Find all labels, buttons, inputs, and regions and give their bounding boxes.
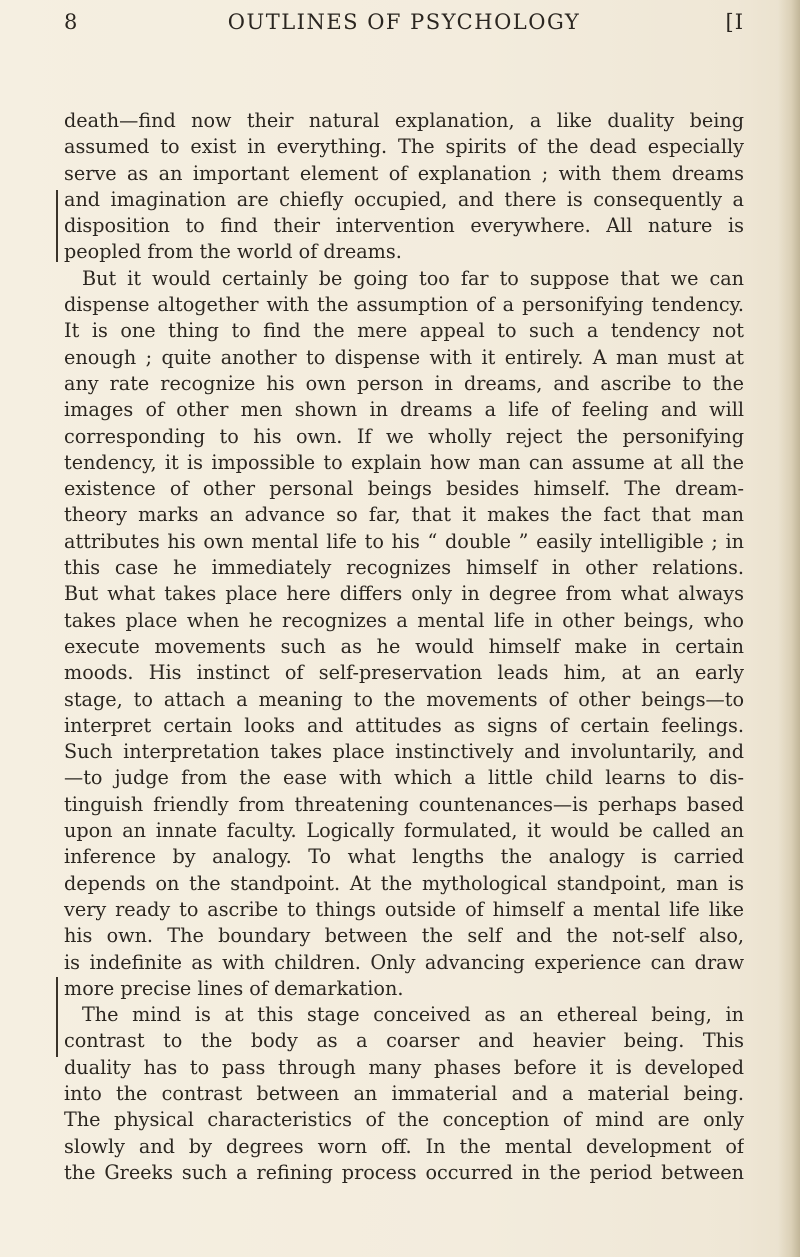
text-line: contrast to the body as a coarser and heavier being. This xyxy=(64,1029,744,1053)
text-line: —to judge from the ease with which a little child learns to dis- xyxy=(64,766,744,790)
text-line: existence of other personal beings besides himself. The dream- xyxy=(64,477,744,501)
text-line: But what takes place here differs only in degree from what always xyxy=(64,582,744,606)
text-line: more precise lines of demarkation. xyxy=(64,976,404,1000)
text-line: It is one thing to find the mere appeal to such a tendency not xyxy=(64,319,744,343)
text-line: The physical characteristics of the conception of mind are only xyxy=(64,1108,744,1132)
text-line: disposition to find their intervention everywhere. All nature is xyxy=(64,214,744,238)
margin-bracket xyxy=(56,190,58,262)
text-line: assumed to exist in everything. The spirits of the dead especially xyxy=(64,135,744,159)
text-line: But it would certainly be going too far to suppose that we can xyxy=(82,266,744,290)
running-head xyxy=(64,10,744,40)
running-title: OUTLINES OF PSYCHOLOGY xyxy=(227,10,581,34)
text-line: corresponding to his own. If we wholly reject the personifying xyxy=(64,424,744,448)
text-line: the Greeks such a refining process occurred in the period between xyxy=(64,1160,744,1184)
text-line: upon an innate faculty. Logically formulated, it would be called an xyxy=(64,819,744,843)
text-line: attributes his own mental life to his “ double ” easily intelligible ; in xyxy=(64,529,744,553)
section-marker: [I xyxy=(725,10,744,34)
text-line: theory marks an advance so far, that it makes the fact that man xyxy=(64,503,744,527)
body-text xyxy=(64,108,744,1186)
text-line: takes place when he recognizes a mental life in other beings, who xyxy=(64,608,744,632)
text-line: enough ; quite another to dispense with it entirely. A man must at xyxy=(64,345,744,369)
text-line: and imagination are chiefly occupied, and there is consequently a xyxy=(64,187,744,211)
text-line: is indefinite as with children. Only advancing experience can draw xyxy=(64,950,744,974)
text-line: interpret certain looks and attitudes as signs of certain feelings. xyxy=(64,713,744,737)
text-line: any rate recognize his own person in dreams, and ascribe to the xyxy=(64,371,744,395)
text-line: depends on the standpoint. At the mythological standpoint, man is xyxy=(64,871,744,895)
text-line: inference by analogy. To what lengths the analogy is carried xyxy=(64,845,744,869)
text-line: tinguish friendly from threatening countenances—is perhaps based xyxy=(64,792,744,816)
text-line: death—find now their natural explanation, a like duality being xyxy=(64,109,744,132)
text-line: into the contrast between an immaterial and a material being. xyxy=(64,1081,744,1105)
text-line: his own. The boundary between the self and the not-self also, xyxy=(64,924,744,948)
text-line: The mind is at this stage conceived as an ethereal being, in xyxy=(82,1003,744,1027)
text-line: stage, to attach a meaning to the movements of other beings—to xyxy=(64,687,744,711)
text-line: slowly and by degrees worn off. In the mental development of xyxy=(64,1134,744,1158)
page-edge-shadow xyxy=(778,0,800,1257)
text-line: execute movements such as he would himself make in certain xyxy=(64,634,744,658)
text-line: this case he immediately recognizes himself in other relations. xyxy=(64,556,744,580)
text-line: images of other men shown in dreams a life of feeling and will xyxy=(64,398,744,422)
text-line: Such interpretation takes place instinctively and involuntarily, and xyxy=(64,740,744,764)
text-line: duality has to pass through many phases before it is developed xyxy=(64,1055,744,1079)
page-number: 8 xyxy=(64,10,79,34)
text-line: peopled from the world of dreams. xyxy=(64,240,402,264)
text-line: tendency, it is impossible to explain how man can assume at all the xyxy=(64,450,744,474)
text-line: dispense altogether with the assumption of a personifying tendency. xyxy=(64,293,744,317)
text-line: very ready to ascribe to things outside of himself a mental life like xyxy=(64,897,744,921)
margin-bracket xyxy=(56,977,58,1057)
text-line: moods. His instinct of self-preservation leads him, at an early xyxy=(64,661,744,685)
text-line: serve as an important element of explanation ; with them dreams xyxy=(64,161,744,185)
